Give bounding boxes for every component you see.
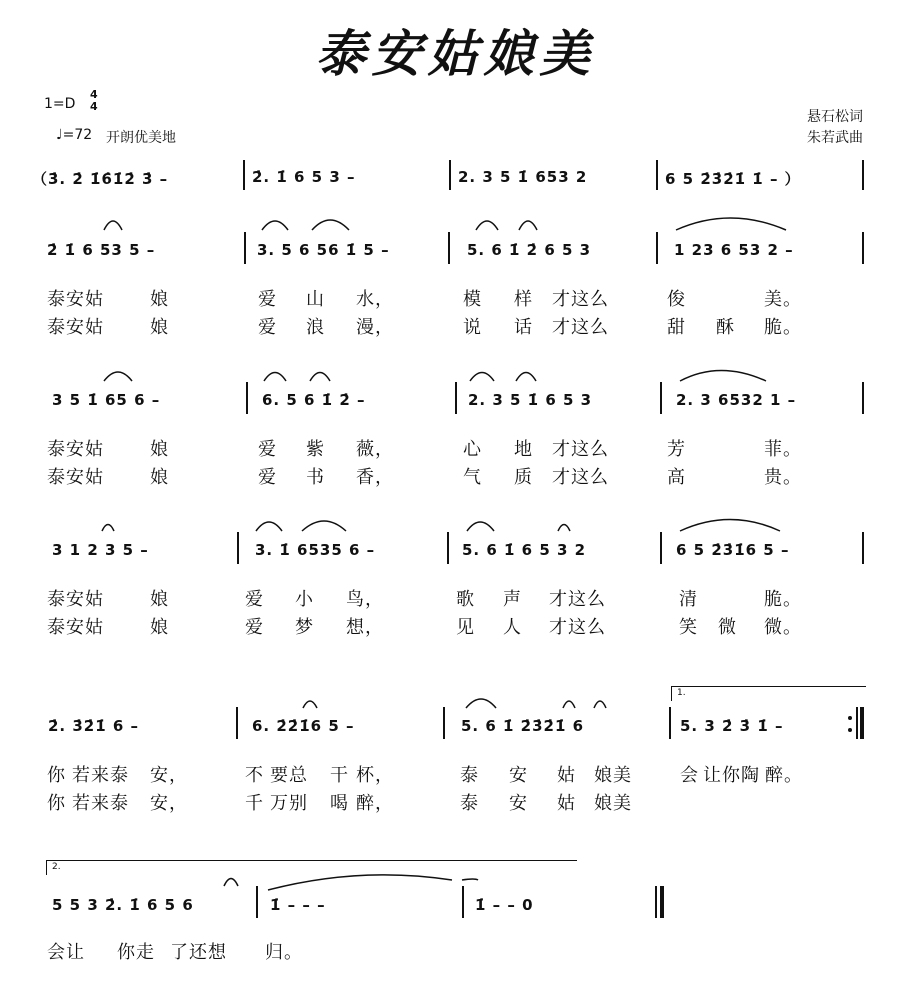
lyric: 泰 (460, 765, 479, 786)
measure: 2̇. 1̇ 6 5 3 – (252, 168, 356, 186)
lyric: 安， (150, 765, 188, 786)
lyric: 娘 (150, 589, 169, 610)
lyric: 质 (514, 467, 533, 488)
lyric: 爱 (258, 317, 277, 338)
lyric: 样 (514, 289, 533, 310)
lyric: 泰安姑 (47, 439, 104, 460)
lyric: 才这么 (552, 317, 609, 338)
slur (563, 701, 575, 708)
expression-mark: 开朗优美地 (106, 130, 176, 146)
measure: 6. 2̇2̇1̇6 5 – (252, 717, 355, 735)
slur (676, 218, 786, 230)
measure: 1 23 6 53 2 – (674, 241, 794, 259)
key-signature: 1=D (44, 96, 76, 112)
lyric: 安 (509, 765, 528, 786)
lyric: 娘 (150, 467, 169, 488)
slur (516, 373, 536, 382)
lyric: 甜 (667, 317, 686, 338)
lyric: 歌 (456, 589, 475, 610)
slur (680, 371, 766, 382)
lyric: 安 (509, 793, 528, 814)
lyric: 小 (295, 589, 314, 610)
measure: （3̇. 2̇ 1̇6̇1̇2̇ 3̇ – (32, 170, 169, 188)
lyric: 高 (667, 467, 686, 488)
lyric: 才这么 (549, 617, 606, 638)
slur (264, 373, 286, 382)
lyric: 姑 (557, 765, 576, 786)
slur (310, 373, 330, 382)
slur (594, 701, 606, 708)
lyric: 爱 (245, 617, 264, 638)
lyric: 要总 (270, 765, 308, 786)
lyric: 书 (306, 467, 325, 488)
measure: 5. 3 2̇ 3̇ 1̇ – (680, 717, 784, 735)
measure: 5. 6 1̇ 6 5 3 2 (462, 541, 587, 559)
slur (680, 520, 780, 532)
lyric: 人 (503, 617, 522, 638)
lyric: 鸟， (346, 589, 384, 610)
lyric: 美。 (764, 289, 802, 310)
lyric: 归。 (265, 942, 303, 963)
lyric: 你 (47, 793, 66, 814)
measure: 2. 3 5 1̇ 653 2 (458, 168, 588, 186)
lyric: 姑 (557, 793, 576, 814)
slur (262, 221, 288, 230)
measure: 6. 5 6 1̇ 2̇ – (262, 391, 366, 409)
lyric: 千 (245, 793, 264, 814)
time-top: 4 (90, 88, 98, 101)
tempo-mark: ♩=72 (56, 127, 93, 143)
lyric: 说 (463, 317, 482, 338)
lyric: 声 (503, 589, 522, 610)
lyric: 了还想 (170, 942, 227, 963)
lyric: 若来泰 (72, 765, 129, 786)
lyric: 娘 (150, 289, 169, 310)
lyric: 安， (150, 793, 188, 814)
lyric: 香， (356, 467, 394, 488)
lyric: 脆。 (764, 317, 802, 338)
lyric: 薇， (356, 439, 394, 460)
lyric: 才这么 (552, 439, 609, 460)
lyric: 你走 (117, 942, 155, 963)
measure: 2̇ 1̇ 6 53 5 – (47, 241, 156, 259)
lyric: 浪 (306, 317, 325, 338)
lyric: 泰安姑 (47, 289, 104, 310)
slur (466, 699, 496, 708)
measure: 1̇ – – 0 (475, 896, 534, 914)
lyric: 才这么 (549, 589, 606, 610)
lyric: 爱 (258, 467, 277, 488)
lyric: 娘美 (594, 793, 632, 814)
lyric: 才这么 (552, 467, 609, 488)
lyric: 干 (330, 765, 349, 786)
lyric: 娘 (150, 317, 169, 338)
lyricist: 悬石松词 (807, 109, 863, 125)
song-title: 泰安姑娘美 (315, 24, 596, 83)
measure: 3 1 2 3 5 – (52, 541, 149, 559)
measure: 3. 5 6 56 1̇ 5 – (257, 241, 390, 259)
measure: 3 5 1̇ 65 6 – (52, 391, 161, 409)
lyric: 杯， (356, 765, 394, 786)
lyric: 泰安姑 (47, 317, 104, 338)
lyric: 泰 (460, 793, 479, 814)
lyric: 地 (514, 439, 533, 460)
lyric: 话 (514, 317, 533, 338)
lyric: 清 (679, 589, 698, 610)
measure: 6 5 2̇3̇2̇1̇ 1̇ – ） (665, 170, 801, 188)
lyric: 水， (356, 289, 394, 310)
slur (519, 221, 537, 230)
lyric: 你 (47, 765, 66, 786)
lyric: 喝 (330, 793, 349, 814)
lyric: 娘 (150, 617, 169, 638)
measure: 5 5 3 2̇. 1̇ 6 5 6 (52, 896, 194, 914)
lyric: 气 (463, 467, 482, 488)
lyric: 泰安姑 (47, 467, 104, 488)
lyric: 让你陶 (703, 765, 760, 786)
lyric: 酥 (716, 317, 735, 338)
lyric: 紫 (306, 439, 325, 460)
lyric: 笑 (679, 617, 698, 638)
tie (462, 879, 478, 880)
slur (302, 521, 346, 531)
lyric: 贵。 (764, 467, 802, 488)
slur (558, 525, 570, 532)
lyric: 芳 (667, 439, 686, 460)
measure: 2̇. 3̇2̇1̇ 6 – (48, 717, 140, 735)
lyric: 万别 (270, 793, 308, 814)
measure: 5. 6 1̇ 2̇ 6 5 3 (467, 241, 592, 259)
composer: 朱若武曲 (807, 130, 863, 146)
lyric: 模 (463, 289, 482, 310)
measure: 2. 3 5 1̇ 6 5 3 (468, 391, 593, 409)
lyric: 菲。 (764, 439, 802, 460)
measure: 6 5 2̇3̇1̇6 5 – (676, 541, 790, 559)
lyric: 微。 (764, 617, 802, 638)
volta-label-1: 1. (677, 688, 686, 698)
lyric: 见 (456, 617, 475, 638)
measure: 3. 1̇ 6535 6 – (255, 541, 376, 559)
slur (224, 879, 238, 887)
lyric: 娘美 (594, 765, 632, 786)
lyric: 心 (463, 439, 482, 460)
slur (476, 221, 498, 230)
slur (312, 220, 349, 230)
time-bottom: 4 (90, 100, 98, 113)
lyric: 爱 (258, 439, 277, 460)
lyric: 若来泰 (72, 793, 129, 814)
lyric: 脆。 (764, 589, 802, 610)
lyric: 梦 (295, 617, 314, 638)
slur (104, 221, 122, 230)
lyric: 想， (346, 617, 384, 638)
lyric: 娘 (150, 439, 169, 460)
lyric: 会 (680, 765, 699, 786)
lyric: 山 (306, 289, 325, 310)
lyric: 泰安姑 (47, 617, 104, 638)
lyric: 爱 (245, 589, 264, 610)
lyric: 会让 (47, 942, 85, 963)
lyric: 不 (245, 765, 264, 786)
slur (303, 701, 317, 708)
slur (256, 522, 282, 531)
lyric: 醉。 (765, 765, 803, 786)
lyric: 微 (718, 617, 737, 638)
lyric: 爱 (258, 289, 277, 310)
slur (104, 372, 132, 381)
slur (467, 522, 494, 531)
lyric: 泰安姑 (47, 589, 104, 610)
measure: 1̇ – – – (270, 896, 326, 914)
lyric: 俊 (667, 289, 686, 310)
lyric: 漫， (356, 317, 394, 338)
slur (470, 373, 494, 382)
tie (268, 875, 452, 890)
lyric: 醉， (356, 793, 394, 814)
slur (102, 525, 114, 532)
measure: 5. 6 1̇ 2̇3̇2̇1̇ 6 (461, 717, 585, 735)
measure: 2. 3 6532 1 – (676, 391, 797, 409)
volta-label-2: 2. (52, 862, 61, 872)
lyric: 才这么 (552, 289, 609, 310)
